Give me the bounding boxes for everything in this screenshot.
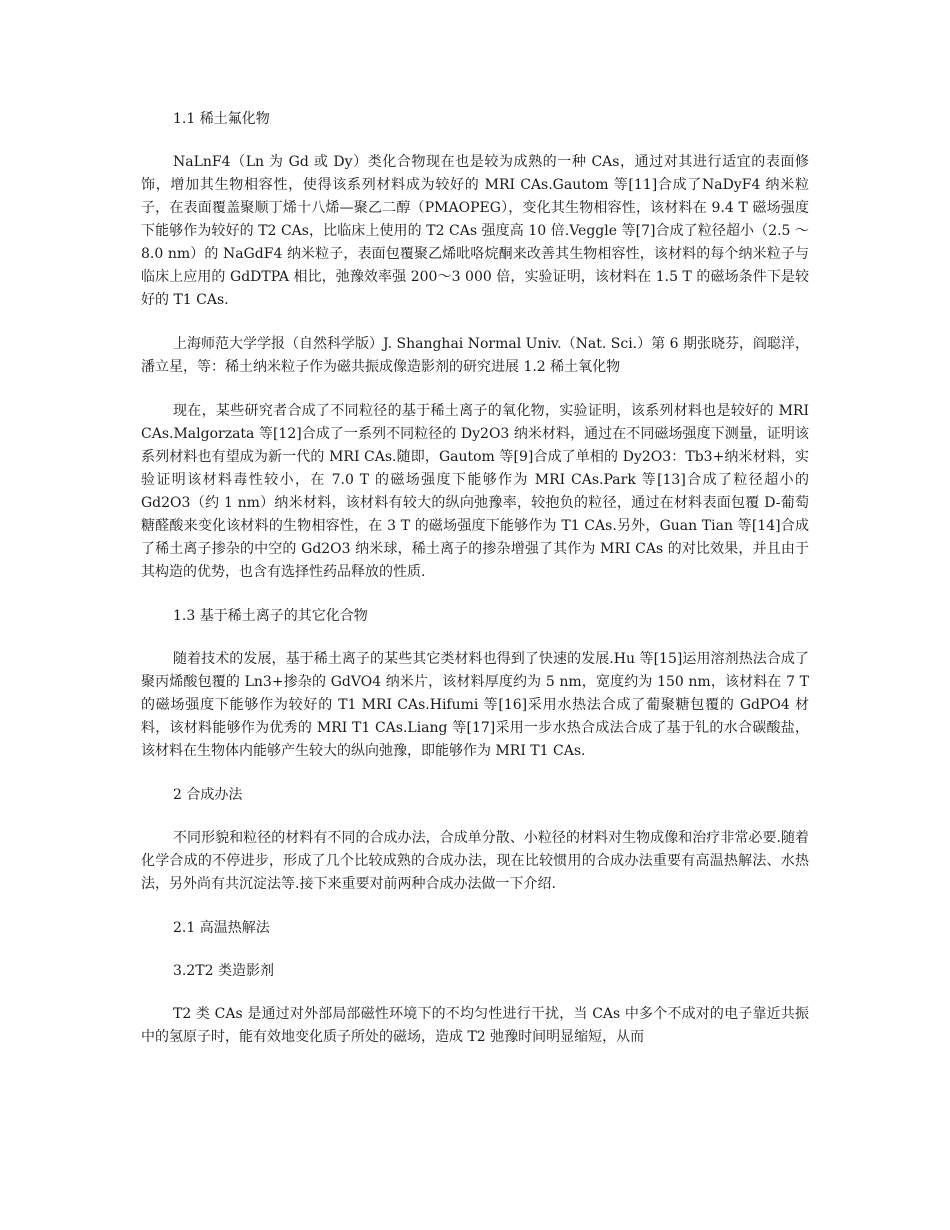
paragraph-fluorides: NaLnF4（Ln 为 Gd 或 Dy）类化合物现在也是较为成熟的一种 CAs，通过对其进行适宜的表面修饰，增加其生物相容性，使得该系列材料成为较好的 MRI CAs.Gautom 等[11]合成了NaDyF4 纳米粒子，在表面覆盖聚顺丁烯十八烯—聚乙二醇（PMAOPEG），变化其生物相容性，该材料在 9.4 T 磁场强度下能够作为较好的 T2 CAs，比临床上使用的 T2 CAs 强度高 10 倍.Veggle 等[7]合成了粒径超小（2.5 ～8.0 nm）的 NaGdF4 纳米粒子，表面包覆聚乙烯吡咯烷酮来改善其生物相容性，该材料的每个纳米粒子与临床上应用的 GdDTPA 相比，弛豫效率强 200～3 000 倍，实验证明，该材料在 1.5 T 的磁场条件下是较好的 T1 CAs.: [141, 154, 809, 308]
section-heading-1-3: 1.3 基于稀土离子的其它化合物: [173, 608, 368, 624]
section-heading-2: 2 合成办法: [173, 787, 243, 803]
section-heading-2-1: 2.1 高温热解法: [173, 920, 270, 936]
paragraph-oxides: 现在，某些研究者合成了不同粒径的基于稀土离子的氧化物，实验证明，该系列材料也是较好的 MRI CAs.Malgorzata 等[12]合成了一系列不同粒径的 Dy2O3 纳米材料，通过在不同磁场强度下测量，证明该系列材料也有望成为新一代的 MRI CAs.随即，Gautom 等[9]合成了单相的 Dy2O3：Tb3+纳米材料，实验证明该材料毒性较小，在 7.0 T 的磁场强度下能够作为 MRI CAs.Park 等[13]合成了粒径超小的 Gd2O3（约 1 nm）纳米材料，该材料有较大的纵向弛豫率，较抱负的粒径，通过在材料表面包覆 D-葡萄糖醛酸来变化该材料的生物相容性，在 3 T 的磁场强度下能够作为 T1 CAs.另外，Guan Tian 等[14]合成了稀土离子掺杂的中空的 Gd2O3 纳米球，稀土离子的掺杂增强了其作为 MRI CAs 的对比效果，并且由于其构造的优势，也含有选择性药品释放的性质.: [141, 403, 809, 580]
paragraph-synthesis-methods: 不同形貌和粒径的材料有不同的合成办法，合成单分散、小粒径的材料对生物成像和治疗非常必要.随着化学合成的不停进步，形成了几个比较成熟的合成办法，现在比较惯用的合成办法重要有高温热解法、水热法，另外尚有共沉淀法等.接下来重要对前两种合成办法做一下介绍.: [141, 830, 809, 892]
paragraph-t2-agents: T2 类 CAs 是通过对外部局部磁性环境下的不均匀性进行干扰，当 CAs 中多个不成对的电子靠近共振中的氢原子时，能有效地变化质子所处的磁场，造成 T2 弛豫时间明显缩短，从而: [141, 1006, 809, 1045]
document-page: [141, 108, 809, 1070]
section-heading-1-1: 1.1 稀土氟化物: [173, 111, 270, 127]
section-heading-3-2: 3.2T2 类造影剂: [173, 963, 274, 979]
paragraph-other-compounds: 随着技术的发展，基于稀土离子的某些其它类材料也得到了快速的发展.Hu 等[15]运用溶剂热法合成了聚丙烯酸包覆的 Ln3+掺杂的 GdVO4 纳米片，该材料厚度约为 5 nm，宽度约为 150 nm，该材料在 7 T 的磁场强度下能够作为较好的 T1 MRI CAs.Hifumi 等[16]采用水热法合成了葡聚糖包覆的 GdPO4 材料，该材料能够作为优秀的 MRI T1 CAs.Liang 等[17]采用一步水热合成法合成了基于钆的水合碳酸盐，该材料在生物体内能够产生较大的纵向弛豫，即能够作为 MRI T1 CAs.: [141, 651, 809, 759]
paragraph-journal-header: 上海师范大学学报（自然科学版）J. Shanghai Normal Univ.（Nat. Sci.）第 6 期张晓芬，阎聪洋，潘立星，等：稀土纳米粒子作为磁共振成像造影剂的研究进展 1.2 稀土氧化物: [141, 336, 809, 375]
